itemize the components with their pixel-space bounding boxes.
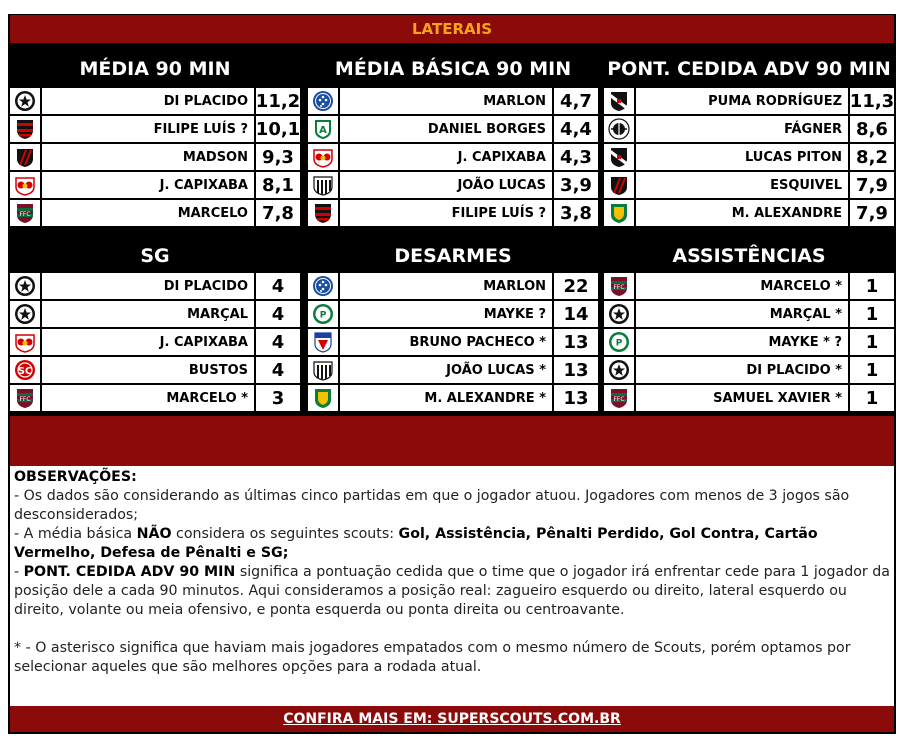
player-name: FÁGNER xyxy=(636,116,848,142)
table-row xyxy=(308,88,598,114)
panel-title: ASSISTÊNCIAS xyxy=(672,245,826,267)
player-name: ESQUIVEL xyxy=(636,172,848,198)
svg-text:P: P xyxy=(319,310,327,321)
club-crest-icon xyxy=(604,357,634,383)
club-crest-icon xyxy=(604,385,634,411)
stat-value: 3,9 xyxy=(554,172,598,198)
player-name: BRUNO PACHECO * xyxy=(340,329,552,355)
player-name: MARCELO xyxy=(42,200,254,226)
player-name: MARLON xyxy=(340,88,552,114)
club-crest-icon xyxy=(308,172,338,198)
table-row xyxy=(308,273,598,299)
stat-value: 8,6 xyxy=(850,116,894,142)
table-row xyxy=(604,172,894,198)
club-crest-icon xyxy=(308,273,338,299)
svg-text:FFC: FFC xyxy=(613,396,625,403)
stat-value: 3 xyxy=(256,385,300,411)
stat-value: 4,3 xyxy=(554,144,598,170)
player-name: DANIEL BORGES xyxy=(340,116,552,142)
stat-value: 1 xyxy=(850,385,894,411)
table-row xyxy=(604,273,894,299)
stat-value: 4 xyxy=(256,301,300,327)
player-name: J. CAPIXABA xyxy=(42,329,254,355)
table-row xyxy=(308,301,598,327)
stat-value: 8,2 xyxy=(850,144,894,170)
panel-title: MÉDIA BÁSICA 90 MIN xyxy=(334,58,572,80)
club-crest-icon xyxy=(308,329,338,355)
stat-value: 1 xyxy=(850,357,894,383)
club-crest-icon xyxy=(10,144,40,170)
player-name: PUMA RODRÍGUEZ xyxy=(636,88,848,114)
table-row xyxy=(10,329,300,355)
player-name: BUSTOS xyxy=(42,357,254,383)
stat-value: 14 xyxy=(554,301,598,327)
red-band xyxy=(10,416,894,466)
stat-value: 11,2 xyxy=(256,88,300,114)
stat-value: 4 xyxy=(256,273,300,299)
table-row xyxy=(604,329,894,355)
stat-panel xyxy=(10,44,300,228)
club-crest-icon xyxy=(10,88,40,114)
player-name: LUCAS PITON xyxy=(636,144,848,170)
club-crest-icon xyxy=(10,273,40,299)
club-crest-icon xyxy=(10,329,40,355)
section-title: LATERAIS xyxy=(10,15,894,43)
club-crest-icon xyxy=(604,144,634,170)
svg-text:FFC: FFC xyxy=(19,211,31,218)
player-name: MARCELO * xyxy=(636,273,848,299)
table-row xyxy=(10,88,300,114)
table-row xyxy=(604,357,894,383)
table-row xyxy=(10,273,300,299)
panel-title: SG xyxy=(140,245,170,267)
player-name: MARÇAL xyxy=(42,301,254,327)
club-crest-icon xyxy=(604,301,634,327)
club-crest-icon xyxy=(308,301,338,327)
stat-value: 22 xyxy=(554,273,598,299)
observation-3: - PONT. CEDIDA ADV 90 MIN significa a pontuação cedida que o time que o jogador irá enfrentar cede para 1 jogador da posição dele a cada 90 minutos. Aqui consideramos a posição real: zagueiro esquerdo ou direito, lateral esquerdo ou direito, volante ou meia ofensivo, e ponta esquerda ou ponta direita ou centroavante. xyxy=(14,564,890,618)
stat-value: 4,7 xyxy=(554,88,598,114)
player-name: M. ALEXANDRE * xyxy=(340,385,552,411)
stat-value: 10,1 xyxy=(256,116,300,142)
player-name: J. CAPIXABA xyxy=(340,144,552,170)
stat-value: 8,1 xyxy=(256,172,300,198)
stat-value: 1 xyxy=(850,329,894,355)
svg-text:A: A xyxy=(319,125,327,136)
club-crest-icon xyxy=(10,385,40,411)
club-crest-icon xyxy=(604,329,634,355)
table-row xyxy=(10,144,300,170)
stat-value: 7,9 xyxy=(850,172,894,198)
table-row xyxy=(10,385,300,411)
observation-2: - A média básica NÃO considera os seguintes scouts: Gol, Assistência, Pênalti Perdido, Gol Contra, Cartão Vermelho, Defesa de Pênalti e SG; xyxy=(14,526,818,561)
table-row xyxy=(308,144,598,170)
stat-value: 1 xyxy=(850,273,894,299)
table-row xyxy=(308,357,598,383)
panel-title: MÉDIA 90 MIN xyxy=(79,58,231,80)
stat-panel xyxy=(604,44,894,228)
footer-link[interactable]: CONFIRA MAIS EM: SUPERSCOUTS.COM.BR xyxy=(10,706,894,732)
svg-text:FFC: FFC xyxy=(613,284,625,291)
panel-title: DESARMES xyxy=(394,245,512,267)
club-crest-icon xyxy=(308,116,338,142)
club-crest-icon xyxy=(308,200,338,226)
player-name: FILIPE LUÍS ? xyxy=(42,116,254,142)
club-crest-icon xyxy=(10,200,40,226)
stat-value: 13 xyxy=(554,329,598,355)
stat-value: 3,8 xyxy=(554,200,598,226)
table-row xyxy=(308,200,598,226)
club-crest-icon xyxy=(604,273,634,299)
stat-value: 4 xyxy=(256,329,300,355)
player-name: JOÃO LUCAS xyxy=(340,172,552,198)
stat-value: 7,9 xyxy=(850,200,894,226)
table-row xyxy=(308,116,598,142)
stat-value: 4,4 xyxy=(554,116,598,142)
club-crest-icon xyxy=(308,88,338,114)
stat-value: 13 xyxy=(554,385,598,411)
club-crest-icon xyxy=(604,88,634,114)
table-row xyxy=(604,200,894,226)
table-row xyxy=(10,357,300,383)
club-crest-icon xyxy=(604,200,634,226)
table-row xyxy=(604,116,894,142)
observation-4: * - O asterisco significa que haviam mais jogadores empatados com o mesmo número de Scouts, porém optamos por selecionar aqueles que são melhores opções para a rodada atual. xyxy=(14,640,851,675)
club-crest-icon xyxy=(308,144,338,170)
table-row xyxy=(604,144,894,170)
player-name: DI PLACIDO xyxy=(42,273,254,299)
table-row xyxy=(308,329,598,355)
svg-text:SC: SC xyxy=(17,366,33,377)
observations xyxy=(10,466,894,706)
player-name: MADSON xyxy=(42,144,254,170)
club-crest-icon xyxy=(10,357,40,383)
table-row xyxy=(308,172,598,198)
table-row xyxy=(308,385,598,411)
club-crest-icon xyxy=(308,357,338,383)
club-crest-icon xyxy=(604,172,634,198)
player-name: MARÇAL * xyxy=(636,301,848,327)
stat-panel xyxy=(604,233,894,413)
panel-title: PONT. CEDIDA ADV 90 MIN xyxy=(607,58,891,80)
player-name: MARLON xyxy=(340,273,552,299)
svg-text:P: P xyxy=(615,338,623,349)
player-name: M. ALEXANDRE xyxy=(636,200,848,226)
stat-value: 4 xyxy=(256,357,300,383)
club-crest-icon xyxy=(10,301,40,327)
stat-value: 7,8 xyxy=(256,200,300,226)
player-name: J. CAPIXABA xyxy=(42,172,254,198)
club-crest-icon xyxy=(604,116,634,142)
observations-heading: OBSERVAÇÕES: xyxy=(14,469,137,485)
player-name: MARCELO * xyxy=(42,385,254,411)
club-crest-icon xyxy=(308,385,338,411)
player-name: SAMUEL XAVIER * xyxy=(636,385,848,411)
player-name: MAYKE ? xyxy=(340,301,552,327)
club-crest-icon xyxy=(10,172,40,198)
player-name: DI PLACIDO xyxy=(42,88,254,114)
table-row xyxy=(10,200,300,226)
stat-panel xyxy=(308,44,598,228)
table-row xyxy=(10,172,300,198)
table-row xyxy=(10,116,300,142)
svg-text:FFC: FFC xyxy=(19,396,31,403)
stat-value: 11,3 xyxy=(850,88,894,114)
table-row xyxy=(604,301,894,327)
stat-value: 9,3 xyxy=(256,144,300,170)
club-crest-icon xyxy=(10,116,40,142)
stat-panel xyxy=(308,233,598,413)
table-row xyxy=(604,385,894,411)
stat-value: 1 xyxy=(850,301,894,327)
table-row xyxy=(10,301,300,327)
stat-value: 13 xyxy=(554,357,598,383)
player-name: DI PLACIDO * xyxy=(636,357,848,383)
player-name: FILIPE LUÍS ? xyxy=(340,200,552,226)
player-name: JOÃO LUCAS * xyxy=(340,357,552,383)
table-row xyxy=(604,88,894,114)
player-name: MAYKE * ? xyxy=(636,329,848,355)
stat-panel xyxy=(10,233,300,413)
observation-1: - Os dados são considerando as últimas cinco partidas em que o jogador atuou. Jogadores com menos de 3 jogos são desconsiderados; xyxy=(14,488,850,523)
